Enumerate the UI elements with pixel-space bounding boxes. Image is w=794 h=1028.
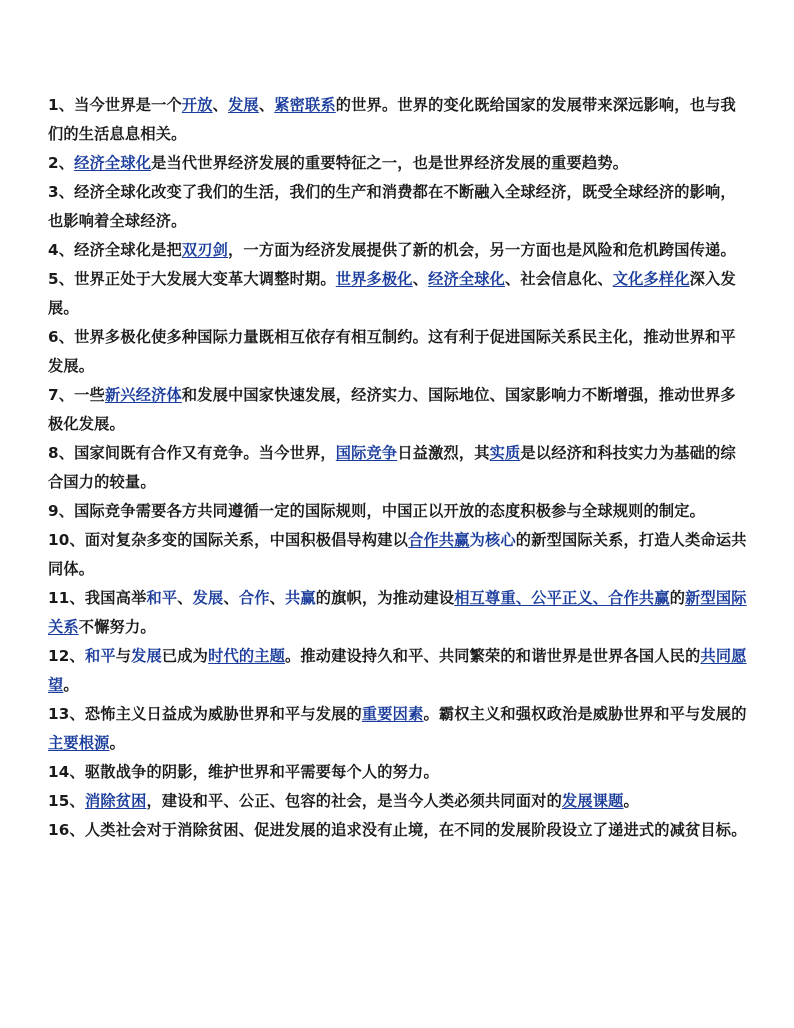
key-term-underlined: 主要根源 <box>48 734 110 752</box>
paragraph-text: 与 <box>115 647 132 665</box>
paragraph-text: 的新型国际关系，打造人类命运共同体。 <box>48 531 747 578</box>
paragraph-7 <box>48 381 750 439</box>
paragraph-text: 、 <box>212 96 229 114</box>
paragraph-text: 、 <box>223 589 239 607</box>
paragraph-text: 4、经济全球化是把 <box>48 241 182 259</box>
paragraph-text: 。推动建设持久和平、共同繁荣的和谐世界是世界各国人民的 <box>285 647 701 665</box>
paragraph-14 <box>48 758 750 787</box>
paragraph-text: 8、国家间既有合作又有竞争。当今世界， <box>48 444 336 462</box>
paragraph-text: 16、人类社会对于消除贫困、促进发展的追求没有止境，在不同的发展阶段设立了递进式的减贫目标。 <box>48 821 747 839</box>
paragraph-text: 6、世界多极化使多种国际力量既相互依存有相互制约。这有利于促进国际关系民主化，推动世界和平发展。 <box>48 328 736 375</box>
key-term-underlined: 新兴经济体 <box>104 386 182 404</box>
key-term-underlined: 实质 <box>489 444 521 462</box>
paragraph-text: 。 <box>109 734 125 752</box>
paragraph-text: 3、经济全球化改变了我们的生活，我们的生产和消费都在不断融入全球经济，既受全球经济的影响，也影响着全球经济。 <box>48 183 736 230</box>
paragraph-text: 不懈努力。 <box>78 618 156 636</box>
paragraph-text: 、 <box>269 589 285 607</box>
key-term: 共赢 <box>285 589 316 607</box>
key-term: 发展 <box>192 589 224 607</box>
key-term-underlined: 经济全球化 <box>74 154 152 172</box>
key-term-underlined: 世界多极化 <box>335 270 413 288</box>
paragraph-text: 5、世界正处于大发展大变革大调整时期。 <box>48 270 336 288</box>
paragraph-6 <box>48 323 750 381</box>
paragraph-text: 是以经济和科技实力为基础的综合国力的较量。 <box>48 444 736 491</box>
paragraph-5 <box>48 265 750 323</box>
paragraph-text: 11、我国高举 <box>48 589 147 607</box>
key-term: 发展 <box>131 647 162 665</box>
paragraph-text: 2、 <box>48 154 75 172</box>
paragraph-text: 的旗帜，为推动建设 <box>315 589 455 607</box>
key-term-underlined: 发展 <box>228 96 259 114</box>
key-term: 和平 <box>146 589 178 607</box>
paragraph-text: 。 <box>623 792 639 810</box>
paragraph-15 <box>48 787 750 816</box>
paragraph-text: 。 <box>63 676 79 694</box>
paragraph-4 <box>48 236 750 265</box>
paragraph-text: 9、国际竞争需要各方共同遵循一定的国际规则，中国正以开放的态度积极参与全球规则的制定。 <box>48 502 706 520</box>
paragraph-16 <box>48 816 750 845</box>
key-term: 合作 <box>238 589 270 607</box>
paragraph-text: 深入发展。 <box>48 270 736 317</box>
paragraph-text: 已成为 <box>161 647 209 665</box>
key-term: 和平 <box>84 647 116 665</box>
key-term-underlined: 相互尊重、公平正义、合作共赢 <box>454 589 670 607</box>
key-term-underlined: 重要因素 <box>361 705 424 723</box>
paragraph-text: 日益激烈，其 <box>397 444 490 462</box>
paragraph-text: 、社会信息化、 <box>505 270 613 288</box>
key-term-underlined: 经济全球化 <box>428 270 506 288</box>
paragraph-10 <box>48 526 750 584</box>
paragraph-text: 和发展中国家快速发展，经济实力、国际地位、国家影响力不断增强，推动世界多极化发展。 <box>48 386 736 433</box>
paragraph-12 <box>48 642 750 700</box>
paragraph-text: 。霸权主义和强权政治是威胁世界和平与发展的 <box>423 705 747 723</box>
key-term-underlined: 国际竞争 <box>335 444 398 462</box>
key-term-underlined: 开放 <box>181 96 213 114</box>
paragraph-text: 14、驱散战争的阴影，维护世界和平需要每个人的努力。 <box>48 763 439 781</box>
key-term-underlined: 合作共赢 <box>408 531 470 549</box>
paragraph-text: ，建设和平、公正、包容的社会，是当今人类必须共同面对的 <box>146 792 562 810</box>
key-term-underlined: 文化多样化 <box>612 270 690 288</box>
paragraph-text: 15、 <box>48 792 85 810</box>
paragraph-2 <box>48 149 750 178</box>
key-term-underlined: 共同愿望 <box>48 647 747 694</box>
paragraph-13 <box>48 700 750 758</box>
document-body <box>48 91 750 845</box>
key-term-underlined: 新型国际关系 <box>48 589 747 636</box>
paragraph-3 <box>48 178 750 236</box>
key-term-underlined: 时代的主题 <box>208 647 285 665</box>
key-term-underlined: 发展课题 <box>561 792 624 810</box>
paragraph-text: 12、 <box>48 647 85 665</box>
paragraph-text: 、 <box>177 589 193 607</box>
key-term-underlined: 紧密联系 <box>274 96 336 114</box>
paragraph-11 <box>48 584 750 642</box>
paragraph-text: 的世界。世界的变化既给国家的发展带来深远影响，也与我们的生活息息相关。 <box>48 96 736 143</box>
paragraph-text: 的 <box>669 589 686 607</box>
paragraph-text: 10、面对复杂多变的国际关系，中国积极倡导构建以 <box>48 531 409 549</box>
paragraph-1 <box>48 91 750 149</box>
paragraph-text: 、 <box>412 270 429 288</box>
key-term: 为核心 <box>469 531 516 549</box>
paragraph-text: 7、一些 <box>48 386 105 404</box>
paragraph-text: 、 <box>258 96 275 114</box>
paragraph-text: ，一方面为经济发展提供了新的机会，另一方面也是风险和危机跨国传递。 <box>228 241 736 259</box>
key-term-underlined: 消除贫困 <box>84 792 147 810</box>
paragraph-text: 是当代世界经济发展的重要特征之一，也是世界经济发展的重要趋势。 <box>151 154 629 172</box>
paragraph-text: 13、恐怖主义日益成为威胁世界和平与发展的 <box>48 705 362 723</box>
paragraph-9 <box>48 497 750 526</box>
paragraph-text: 1、当今世界是一个 <box>48 96 182 114</box>
key-term-underlined: 双刃剑 <box>181 241 229 259</box>
paragraph-8 <box>48 439 750 497</box>
